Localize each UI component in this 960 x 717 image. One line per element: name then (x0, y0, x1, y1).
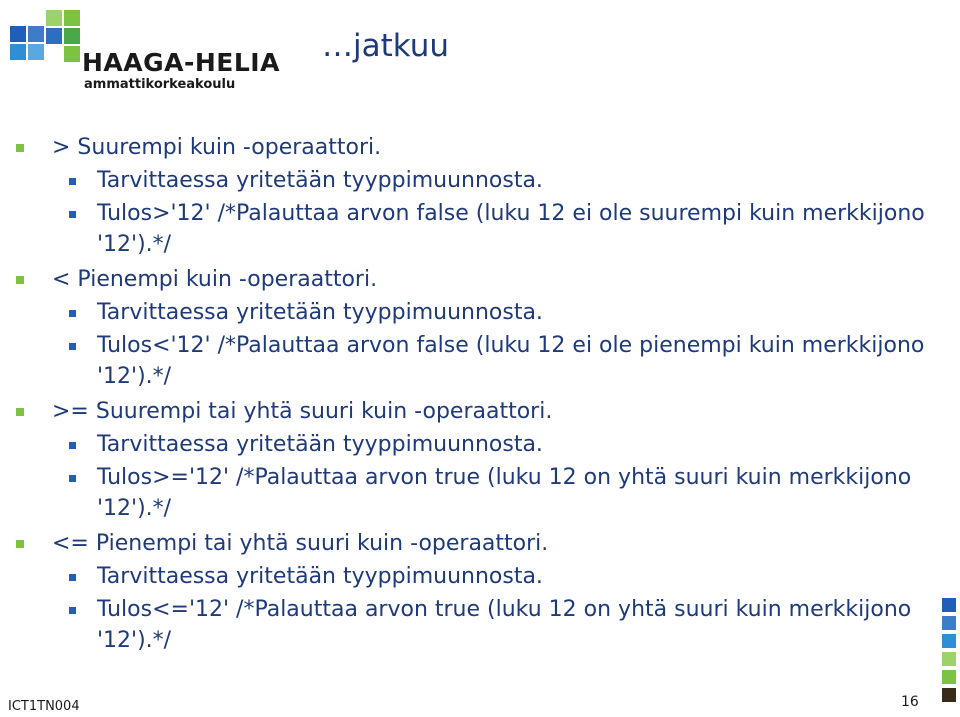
bullet-item (0, 132, 960, 163)
corner-square (942, 688, 956, 702)
logo-square (10, 26, 26, 42)
bullet-square-icon (16, 144, 24, 152)
bullet-text: < Pienempi kuin -operaattori. (52, 267, 378, 292)
corner-square (942, 598, 956, 612)
slide-content (0, 128, 960, 656)
course-code: ICT1TN004 (8, 699, 80, 714)
bullet-item (0, 264, 960, 295)
logo-square (28, 26, 44, 42)
logo-square (10, 44, 26, 60)
bullet-text: <= Pienempi tai yhtä suuri kuin -operaattori. (52, 531, 549, 556)
bullet-text: >= Suurempi tai yhtä suuri kuin -operaattori. (52, 399, 553, 424)
sub-bullet-item (0, 561, 960, 592)
sub-bullet-square-icon (69, 475, 76, 482)
corner-square (942, 652, 956, 666)
corner-square (942, 634, 956, 648)
sub-bullet-text: Tulos<='12' /*Palauttaa arvon true (luku 12 on yhtä suuri kuin merkkijono '12').*/ (97, 597, 912, 653)
sub-bullet-item (0, 165, 960, 196)
sub-bullet-item (0, 462, 960, 524)
logo-square (46, 28, 62, 44)
page-number: 16 (901, 694, 919, 710)
sub-bullet-item (0, 330, 960, 392)
sub-bullet-item (0, 198, 960, 260)
sub-bullet-square-icon (69, 574, 76, 581)
sub-bullet-text: Tarvittaessa yritetään tyyppimuunnosta. (97, 168, 543, 193)
logo-square (64, 10, 80, 26)
sub-bullet-text: Tulos>'12' /*Palauttaa arvon false (luku 12 ei ole suurempi kuin merkkijono '12').*/ (97, 201, 925, 257)
sub-bullet-square-icon (69, 178, 76, 185)
sub-bullet-item (0, 297, 960, 328)
sub-bullet-item (0, 429, 960, 460)
bullet-item (0, 396, 960, 427)
logo-square (46, 10, 62, 26)
sub-bullet-text: Tulos<'12' /*Palauttaa arvon false (luku 12 ei ole pienempi kuin merkkijono '12').*/ (97, 333, 925, 389)
logo-square (64, 28, 80, 44)
logo-name: HAAGA-HELIA (82, 48, 280, 77)
bullet-item (0, 528, 960, 559)
sub-bullet-text: Tarvittaessa yritetään tyyppimuunnosta. (97, 300, 543, 325)
sub-bullet-text: Tarvittaessa yritetään tyyppimuunnosta. (97, 564, 543, 589)
sub-bullet-text: Tarvittaessa yritetään tyyppimuunnosta. (97, 432, 543, 457)
logo-square (64, 46, 80, 62)
bullet-square-icon (16, 276, 24, 284)
slide-title: …jatkuu (322, 28, 450, 64)
sub-bullet-square-icon (69, 343, 76, 350)
corner-square (942, 616, 956, 630)
sub-bullet-item (0, 594, 960, 656)
sub-bullet-square-icon (69, 607, 76, 614)
logo-subtitle: ammattikorkeakoulu (84, 77, 236, 92)
sub-bullet-square-icon (69, 310, 76, 317)
bullet-square-icon (16, 408, 24, 416)
corner-squares-icon (940, 596, 960, 706)
logo-square (28, 44, 44, 60)
corner-square (942, 670, 956, 684)
sub-bullet-square-icon (69, 211, 76, 218)
sub-bullet-text: Tulos>='12' /*Palauttaa arvon true (luku 12 on yhtä suuri kuin merkkijono '12').*/ (97, 465, 912, 521)
bullet-text: > Suurempi kuin -operaattori. (52, 135, 382, 160)
sub-bullet-square-icon (69, 442, 76, 449)
bullet-square-icon (16, 540, 24, 548)
